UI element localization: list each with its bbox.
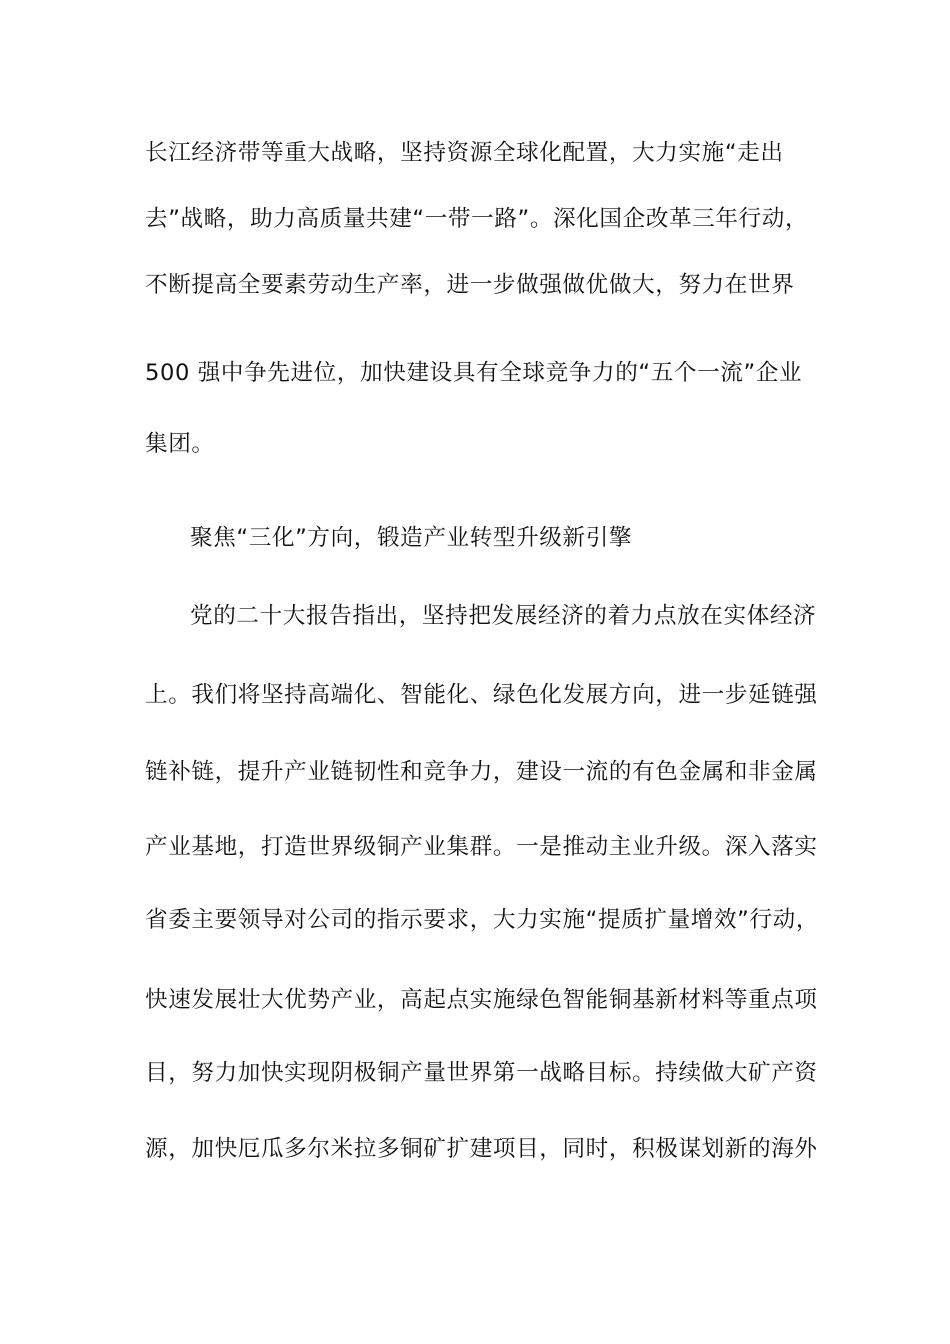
text-line: 党的二十大报告指出，坚持把发展经济的着力点放在实体经济 bbox=[190, 603, 817, 629]
text-line: 源，加快厄瓜多尔米拉多铜矿扩建项目，同时，积极谋划新的海外 bbox=[145, 1136, 818, 1162]
text-line: 目，努力加快实现阴极铜产量世界第一战略目标。持续做大矿产资 bbox=[145, 1060, 818, 1086]
text-line: 链补链，提升产业链韧性和竞争力，建设一流的有色金属和非金属 bbox=[145, 759, 818, 785]
text-line: 省委主要领导对公司的指示要求，大力实施“提质扩量增效”行动， bbox=[145, 907, 820, 933]
section-heading: 聚焦“三化”方向，锻造产业转型升级新引擎 bbox=[190, 525, 633, 551]
text-line: 500 强中争先进位，加快建设具有全球竞争力的“五个一流”企业 bbox=[145, 360, 803, 386]
text-line: 长江经济带等重大战略，坚持资源全球化配置，大力实施“走出 bbox=[145, 140, 784, 166]
text-line: 去”战略，助力高质量共建“一带一路”。深化国企改革三年行动， bbox=[145, 206, 809, 232]
text-line: 集团。 bbox=[145, 431, 215, 457]
text-line: 不断提高全要素劳动生产率，进一步做强做优做大，努力在世界 bbox=[145, 272, 795, 298]
text-line: 产业基地，打造世界级铜产业集群。一是推动主业升级。深入落实 bbox=[145, 834, 818, 860]
text-line: 快速发展壮大优势产业，高起点实施绿色智能铜基新材料等重点项 bbox=[145, 987, 818, 1013]
text-line: 上。我们将坚持高端化、智能化、绿色化发展方向，进一步延链强 bbox=[145, 682, 818, 708]
